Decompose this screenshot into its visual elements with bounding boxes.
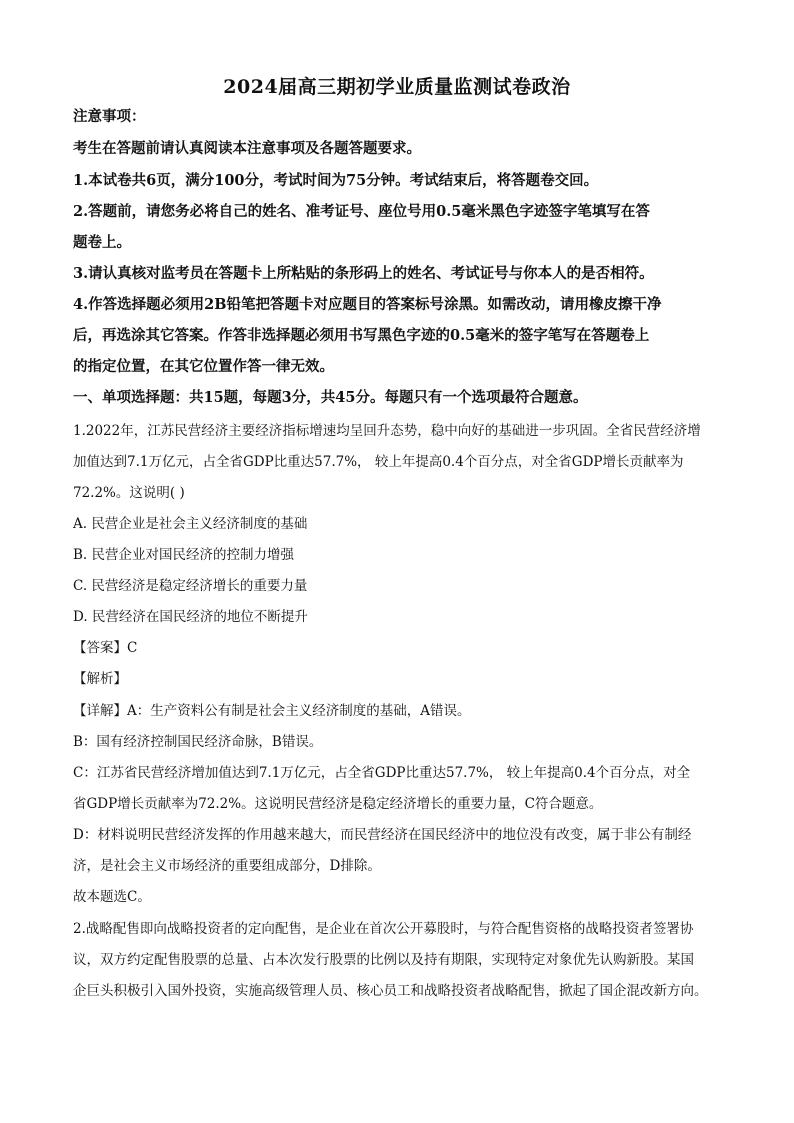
detail-line: D：材料说明民营经济发挥的作用越来越大，而民营经济在国民经济中的地位没有改变，属于非公有制经 [73,827,692,843]
detail-line: B：国有经济控制国民经济命脉，B错误。 [73,734,323,750]
answer-label: 【答案】 [73,640,127,656]
notice-item: 后，再选涂其它答案。作答非选择题必须用书写黑色字迹的0.5毫米的签字笔写在答题卷上 [73,327,650,344]
question-1-stem: 1.2022年，江苏民营经济主要经济指标增速均呈回升态势，稳中向好的基础进一步巩固。全省民营经济增 [73,423,701,439]
notice-item: 3.请认真核对监考员在答题卡上所粘贴的条形码上的姓名、考试证号与你本人的是否相符。 [73,265,654,282]
question-2-stem: 议，双方约定配售股票的总量、占本次发行股票的比例以及持有期限，实现特定对象优先认购新股。某国 [73,952,694,968]
notice-item: 2.答题前，请您务必将自己的姓名、准考证号、座位号用0.5毫米黑色字迹签字笔填写在答 [73,203,650,220]
detail-line: 省GDP增长贡献率为72.2%。这说明民营经济是稳定经济增长的重要力量，C符合题意。 [73,796,603,812]
answer-line [73,638,733,658]
notice-item: 4.作答选择题必须用2B铅笔把答题卡对应题目的答案标号涂黑。如需改动，请用橡皮擦干净 [73,296,662,313]
detail-line: 故本题选C。 [73,889,151,905]
answer-value: C [127,640,138,656]
page-title: 2024届高三期初学业质量监测试卷政治 [223,76,571,98]
question-1-stem: 72.2%。这说明( ) [73,485,185,501]
notice-item: 题卷上。 [73,234,131,251]
notice-item: 1.本试卷共6页，满分100分，考试时间为75分钟。考试结束后，将答题卷交回。 [73,172,599,189]
option-b: B. 民营企业对国民经济的控制力增强 [73,547,295,563]
option-c: C. 民营经济是稳定经济增长的重要力量 [73,578,308,594]
detail-line: 【详解】A：生产资料公有制是社会主义经济制度的基础，A错误。 [73,703,471,719]
notice-intro: 考生在答题前请认真阅读本注意事项及各题答题要求。 [73,140,421,157]
detail-line: 济，是社会主义市场经济的重要组成部分，D排除。 [73,858,381,874]
analysis-label: 【解析】 [73,671,127,687]
question-2-stem: 企巨头积极引入国外投资，实施高级管理人员、核心员工和战略投资者战略配售，掀起了国企混改新方向。 [73,983,708,999]
option-d: D. 民营经济在国民经济的地位不断提升 [73,609,308,625]
question-2-stem: 2.战略配售即向战略投资者的定向配售，是企业在首次公开募股时，与符合配售资格的战略投资者签署协 [73,921,694,937]
notice-item: 的指定位置，在其它位置作答一律无效。 [73,358,334,375]
option-a: A. 民营企业是社会主义经济制度的基础 [73,516,308,532]
detail-line: C：江苏省民营经济增加值达到7.1万亿元，占全省GDP比重达57.7%， 较上年提高0.4个百分点，对全 [73,765,691,781]
section-heading: 一、单项选择题：共15题，每题3分，共45分。每题只有一个选项最符合题意。 [73,389,588,406]
question-1-stem: 加值达到7.1万亿元，占全省GDP比重达57.7%， 较上年提高0.4个百分点，对全省GDP增长贡献率为 [73,454,684,470]
notice-heading: 注意事项： [73,108,146,125]
